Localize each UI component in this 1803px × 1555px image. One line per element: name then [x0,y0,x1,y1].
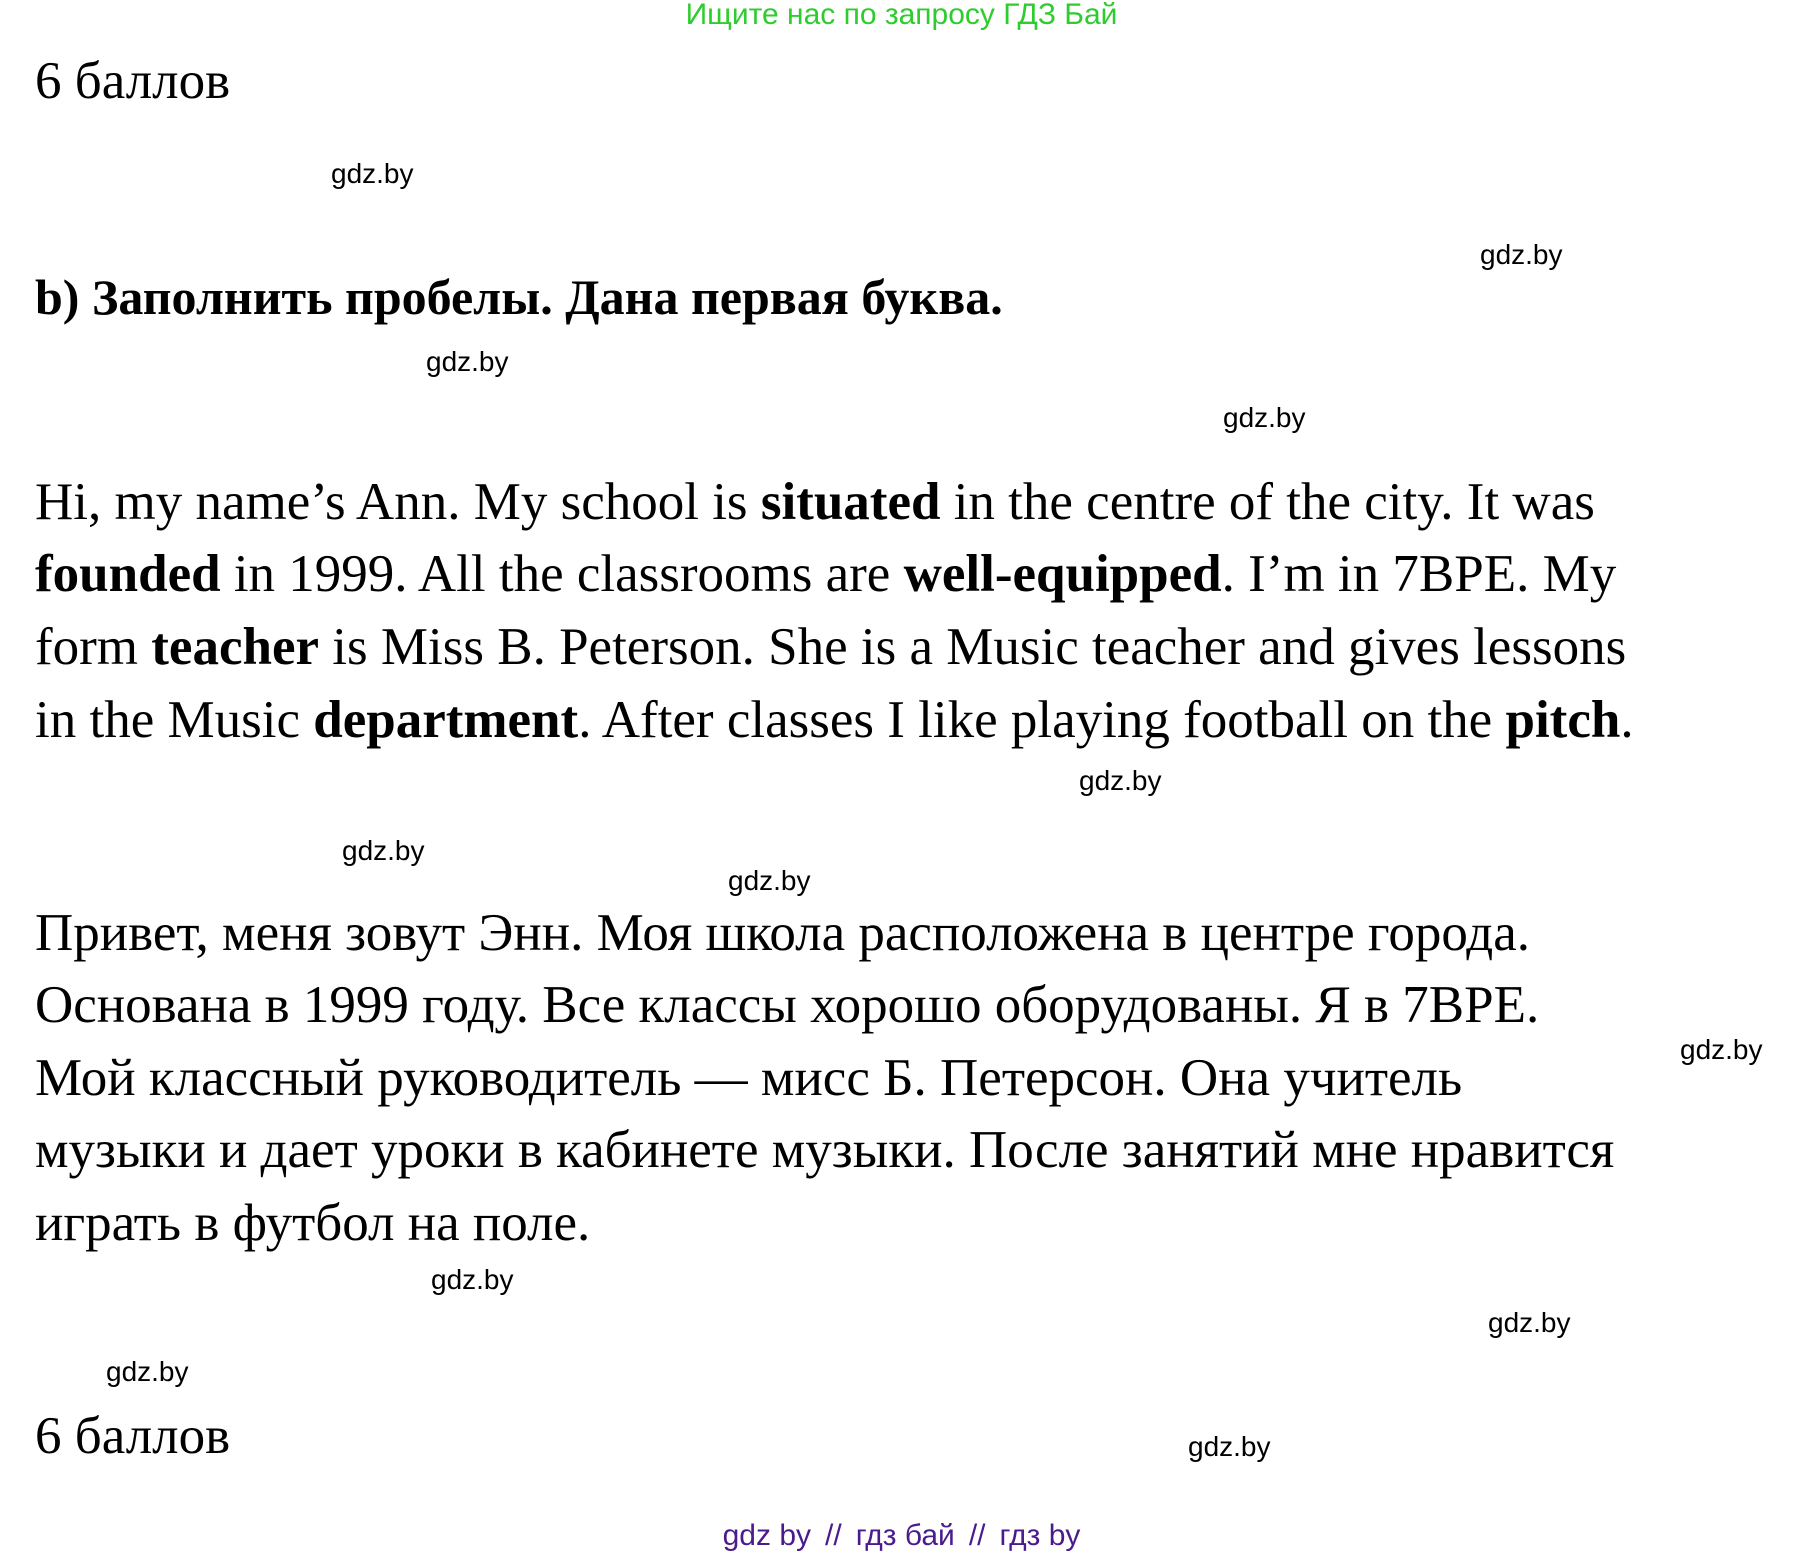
watermark: gdz.by [1188,1431,1271,1462]
footer-separator: // [825,1519,842,1552]
filled-word: teacher [151,618,320,676]
watermark: gdz.by [728,865,811,896]
watermark: gdz.by [1480,239,1563,270]
russian-line: играть в футбол на поле. [35,1194,591,1252]
russian-line: Основана в 1999 году. Все классы хорошо оборудованы. Я в 7BPE. [35,976,1540,1034]
filled-word: department [313,691,579,749]
search-banner: Ищите нас по запросу ГДЗ Бай [685,0,1118,31]
watermark: gdz.by [1079,765,1162,796]
footer-link-gdz-bai[interactable]: гдз бай [855,1519,955,1552]
english-line [35,545,1617,603]
watermark: gdz.by [431,1264,514,1295]
footer-link-gdz-by[interactable]: gdz by [722,1519,812,1552]
filled-word: founded [35,545,221,603]
text-segment: Hi, my name’s Ann. My school is [35,473,761,531]
filled-word: well-equipped [903,545,1222,603]
watermark: gdz.by [1223,402,1306,433]
english-line [35,618,1627,676]
text-segment: in the Music [35,691,314,749]
footer-links [0,1519,1803,1553]
score-top: 6 баллов [35,52,231,110]
score-bottom: 6 баллов [35,1407,231,1465]
text-segment: in 1999. All the classrooms are [220,545,904,603]
text-segment: form [35,618,152,676]
russian-line: Мой классный руководитель — мисс Б. Петерсон. Она учитель [35,1049,1463,1107]
watermark: gdz.by [331,158,414,189]
text-segment: . [1620,691,1634,749]
task-heading: b) Заполнить пробелы. Дана первая буква. [35,269,1003,325]
text-segment: is Miss B. Peterson. She is a Music teacher and gives lessons [319,618,1627,676]
watermark: gdz.by [426,346,509,377]
watermark: gdz.by [1680,1034,1763,1065]
watermark: gdz.by [342,835,425,866]
watermark: gdz.by [1488,1307,1571,1338]
english-line [35,473,1595,531]
footer-link-gdz-by-cyr[interactable]: гдз by [999,1519,1081,1552]
footer-separator: // [968,1519,986,1552]
english-line [35,691,1634,749]
text-segment: . I’m in 7BPE. My [1221,545,1617,603]
text-segment: . After classes I like playing football on the [578,691,1506,749]
filled-word: situated [760,473,941,531]
russian-line: музыки и дает уроки в кабинете музыки. После занятий мне нравится [35,1121,1615,1179]
filled-word: pitch [1505,691,1621,749]
watermark: gdz.by [106,1356,189,1387]
russian-line: Привет, меня зовут Энн. Моя школа расположена в центре города. [35,904,1531,962]
text-segment: in the centre of the city. It was [940,473,1595,531]
